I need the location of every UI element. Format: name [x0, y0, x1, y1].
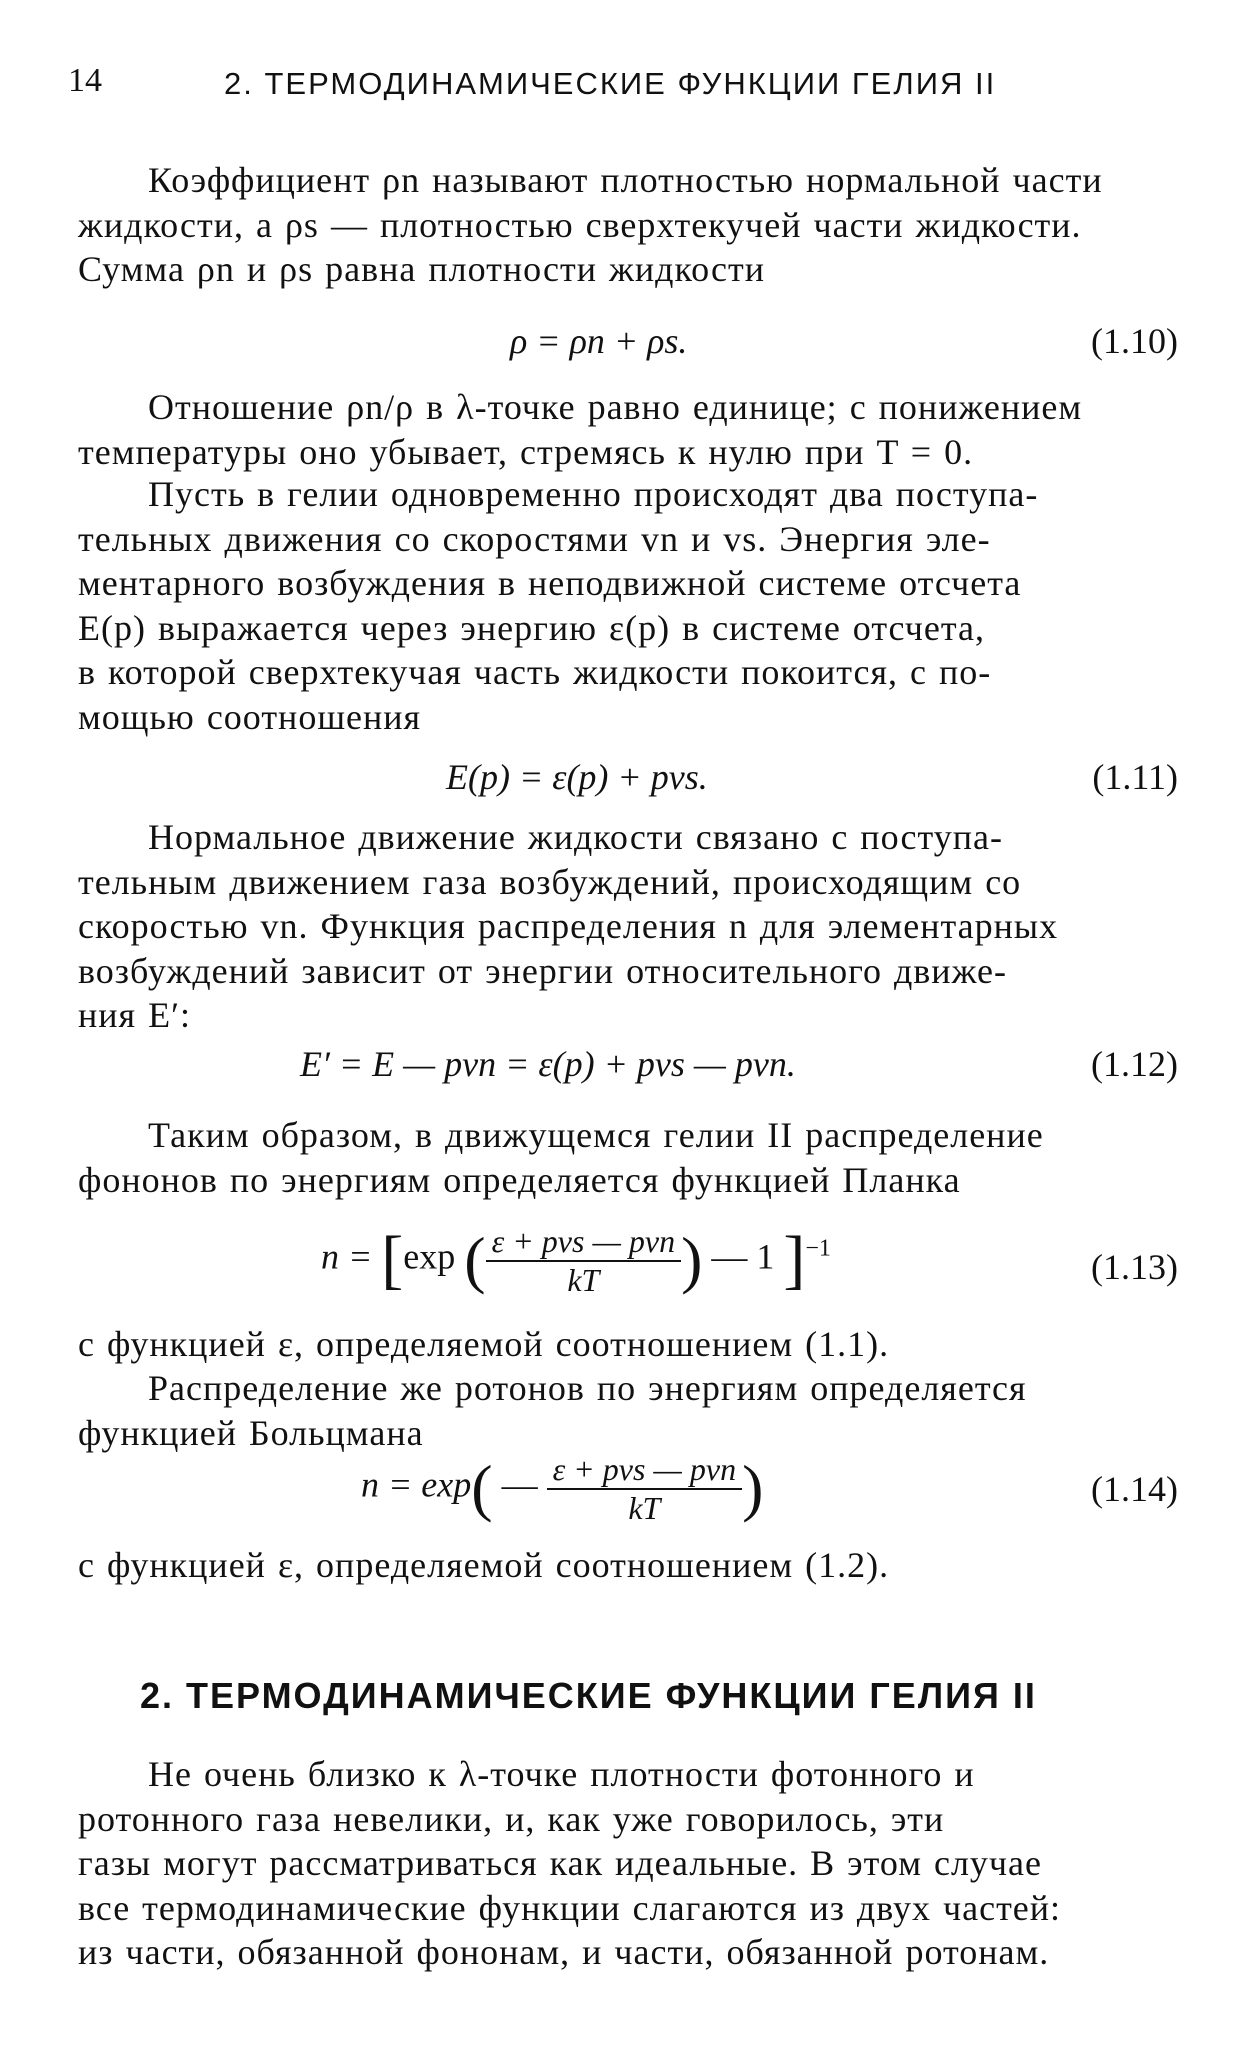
fraction: $\frac{\text{ε + pvs — pvn}}{kT}$: [486, 1222, 682, 1298]
equation-1-12: [78, 1043, 1178, 1103]
section-heading: 2. ТЕРМОДИНАМИЧЕСКИЕ ФУНКЦИИ ГЕЛИЯ II: [140, 1675, 1037, 1716]
equation-number: (1.13): [1091, 1247, 1178, 1287]
running-title: 2. ТЕРМОДИНАМИЧЕСКИЕ ФУНКЦИИ ГЕЛИЯ II: [224, 66, 997, 101]
paragraph-phonon-function: с функцией ε, определяемой соотношением (1.1).: [78, 1324, 890, 1364]
equation-number: (1.12): [1091, 1044, 1178, 1084]
equation-body: n = exp( — $\frac{\text{ε + pvs — pvn}}{kT}$ ): [361, 1451, 764, 1526]
paragraph-density-ratio: Отношение ρn/ρ в λ-точке равно единице; с понижением температуры оно убывает, стремясь к нулю при T = 0.: [78, 387, 1083, 472]
equation-number: (1.14): [1091, 1469, 1178, 1509]
paragraph-two-motions: Пусть в гелии одновременно происходят два поступа- тельных движения со скоростями vn и vs. Энергия эле- ментарного возбуждения в неподвижной системе отсчета E(p) выражается через энергию ε(p) в системе отсчета, в которой сверхтекучая часть жидкости покоится, с по- мощью соотношения: [78, 474, 1039, 737]
fraction: $\frac{\text{ε + pvs — pvn}}{kT}$: [547, 1450, 743, 1526]
paragraph-roton-function: с функцией ε, определяемой соотношением (1.2).: [78, 1545, 890, 1585]
paragraph-normal-motion: Нормальное движение жидкости связано с поступа- тельным движением газа возбуждений, происходящим со скоростью vn. Функция распределения n для элементарных возбуждений зависит от энергии относительного движе- ния E′:: [78, 817, 1059, 1035]
equation-body: E′ = E — pvn = ε(p) + pvs — pvn.: [300, 1044, 796, 1084]
paragraph-density-definition: Коэффициент ρn называют плотностью нормальной части жидкости, а ρs — плотностью сверхтекучей части жидкости. Сумма ρn и ρs равна плотности жидкости: [78, 160, 1103, 289]
page-number: 14: [68, 62, 102, 99]
equation-body: ρ = ρn + ρs.: [510, 321, 688, 361]
equation-1-14: [78, 1450, 1178, 1546]
paragraph-thermo-functions: Не очень близко к λ-точке плотности фотонного и ротонного газа невелики, и, как уже говорилось, эти газы могут рассматриваться как идеальные. В этом случае все термодинамические функции слагаются из двух частей: из части, обязанной фононам, и части, обязанной ротонам.: [78, 1754, 1062, 1972]
equation-body: E(p) = ε(p) + pvs.: [446, 757, 708, 797]
equation-1-11: [78, 756, 1178, 816]
equation-number: (1.10): [1091, 321, 1178, 361]
equation-1-13: [78, 1218, 1178, 1318]
running-header: [68, 62, 1198, 112]
equation-number: (1.11): [1092, 757, 1178, 797]
paragraph-boltzmann: Распределение же ротонов по энергиям определяется функцией Больцмана: [78, 1368, 1027, 1453]
equation-body: n = [exp ( $\frac{\text{ε + pvs — pvn}}{kT}$ ) — 1 ]$^{-1}$: [321, 1223, 831, 1298]
paragraph-planck: Таким образом, в движущемся гелии II распределение фононов по энергиям определяется функцией Планка: [78, 1115, 1044, 1200]
equation-1-10: [78, 320, 1178, 380]
